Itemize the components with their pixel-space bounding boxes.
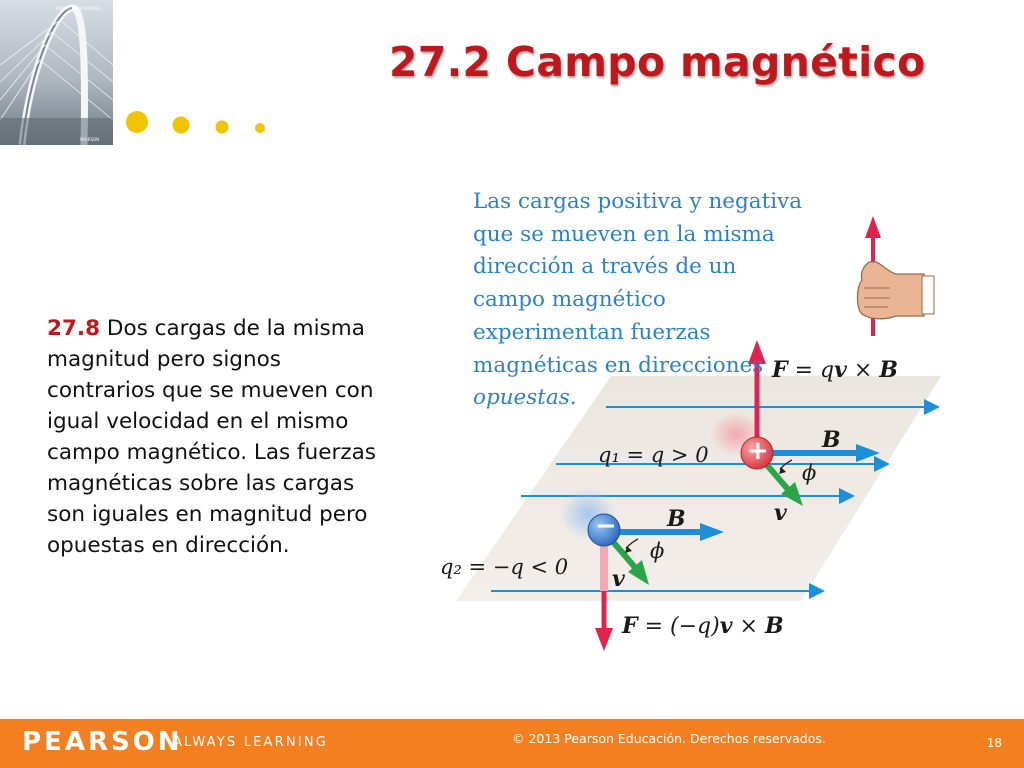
q2-label: q₂ = −q < 0: [440, 555, 569, 579]
footer-copyright: © 2013 Pearson Educación. Derechos reservados.: [512, 731, 826, 746]
cross-operator: ×: [732, 614, 765, 639]
page-number: 18: [986, 736, 1002, 750]
slide-title: 27.2 Campo magnético: [389, 38, 926, 86]
angle-label-1: ϕ: [802, 461, 817, 485]
figure-description: [473, 186, 813, 415]
figure-description-main: Las cargas positiva y negativa que se mueven en la misma dirección a través de un campo magnético experimentan fuerzas magnéticas en direcciones: [473, 189, 803, 378]
force-equation-positive: [772, 357, 898, 383]
pearson-logo: PEARSON: [22, 727, 183, 757]
footer-bar: [0, 719, 1024, 768]
figure-27-8: [436, 176, 956, 656]
decorative-dots: [120, 108, 280, 144]
force-equation-mid: = q: [787, 358, 835, 383]
field-label-1: B: [822, 427, 841, 453]
field-label-2: B: [667, 506, 686, 532]
force-equation-mid: = (−q): [637, 614, 720, 639]
positive-sign: +: [747, 436, 769, 466]
velocity-vector-label: v: [719, 613, 733, 639]
cover-title: FÍSICA UNIVERSITARIA: [56, 6, 101, 11]
cross-operator: ×: [846, 358, 880, 383]
book-cover: [0, 0, 113, 145]
q1-label: q₁ = q > 0: [598, 443, 709, 467]
force-equation-negative: [622, 613, 784, 639]
caption-text: Dos cargas de la misma magnitud pero signos contrarios que se mueven con igual velocidad en el mismo campo magnético. Las fuerzas magnéticas sobre las cargas son iguales en magnitud pero opuestas en dirección.: [47, 316, 376, 558]
negative-sign: −: [595, 511, 617, 541]
cover-publisher: PEARSON: [80, 137, 100, 142]
bridge-arch-image: [0, 0, 113, 145]
footer-slogan: ALWAYS LEARNING: [173, 735, 329, 750]
angle-label-2: ϕ: [650, 539, 665, 563]
figure-description-emphasis: opuestas.: [473, 385, 577, 411]
velocity-label-1: v: [774, 500, 787, 526]
field-vector-label: B: [764, 613, 784, 639]
force-vector-label: F: [772, 357, 788, 383]
velocity-label-2: v: [612, 566, 625, 592]
force-vector-label: F: [622, 613, 638, 639]
figure-caption: [47, 313, 387, 561]
field-vector-label: B: [879, 357, 898, 383]
figure-number: 27.8: [47, 316, 101, 341]
velocity-vector-label: v: [834, 357, 847, 383]
right-hand-thumb-up-icon: [858, 216, 935, 336]
